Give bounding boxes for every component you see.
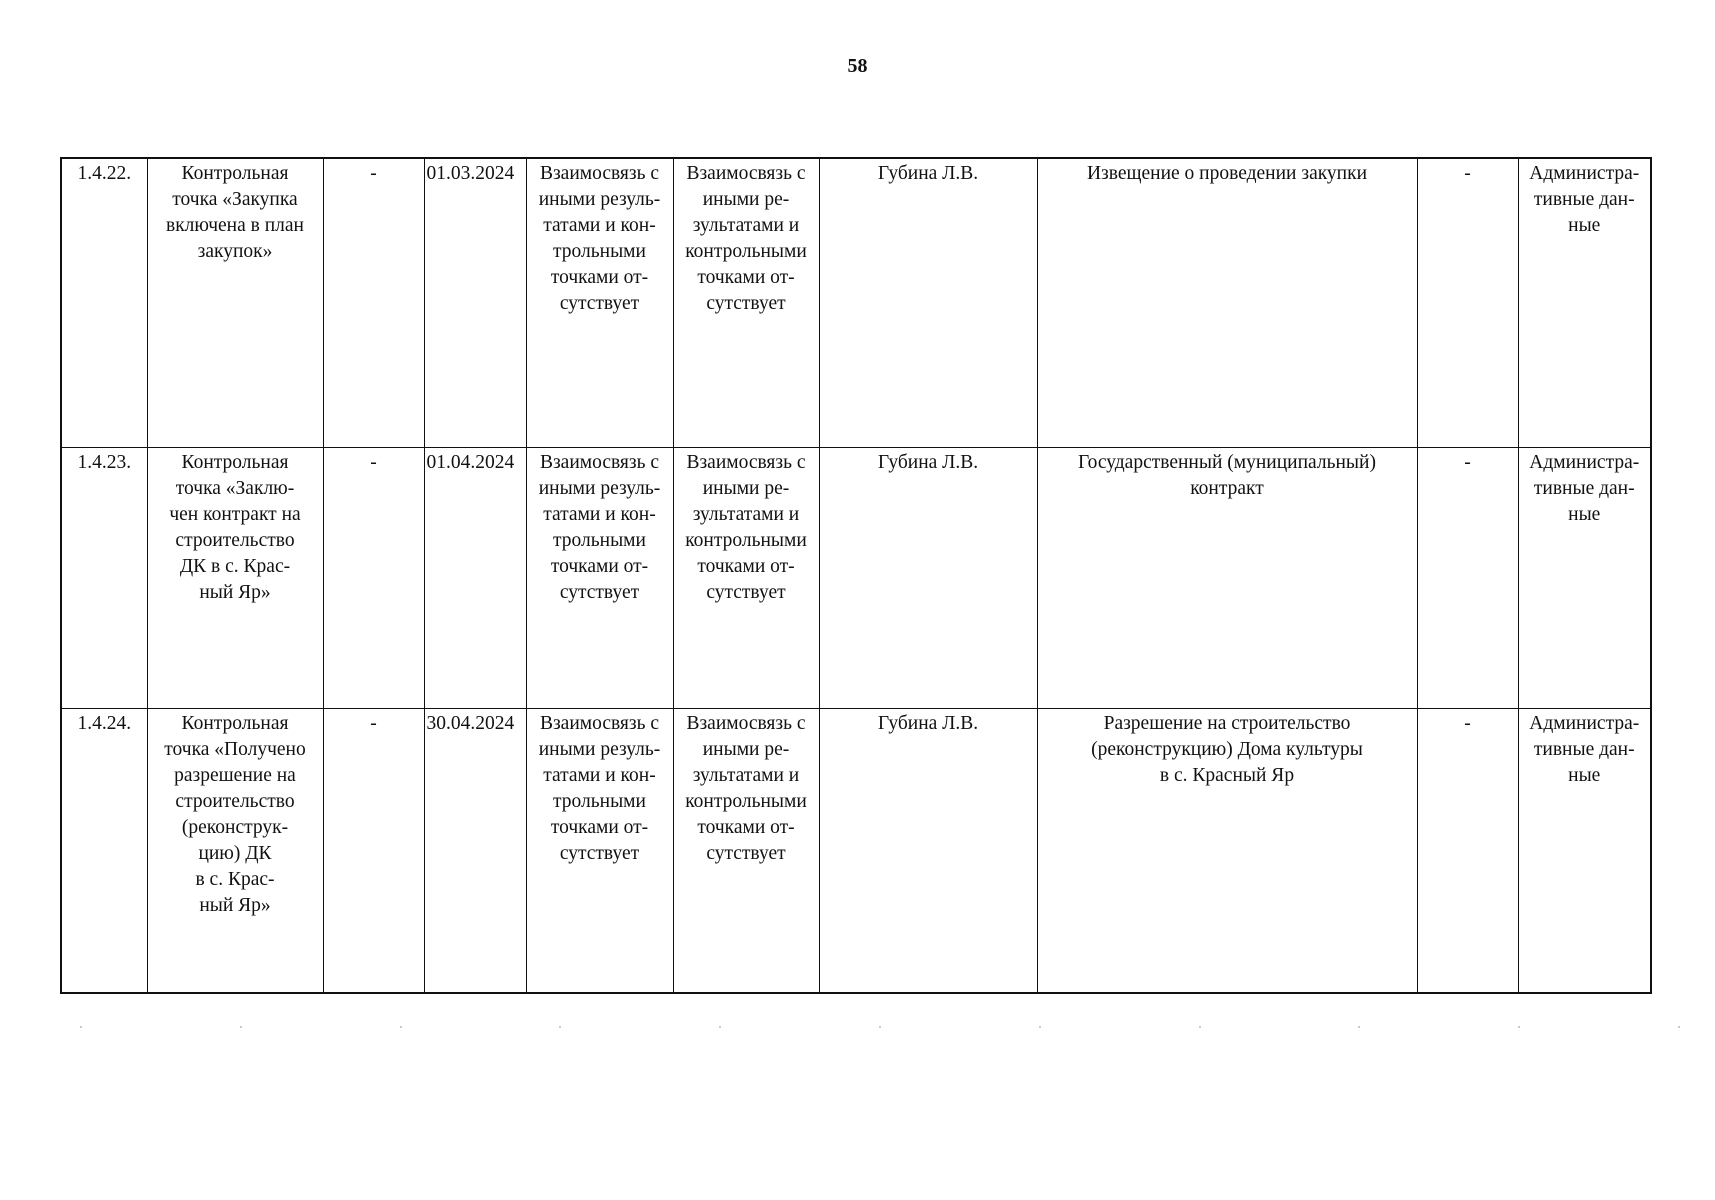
table-row [61, 448, 1651, 709]
page-number: 58 [847, 55, 868, 77]
dash-cell: - [1417, 448, 1518, 709]
date-cell: 01.04.2024 [424, 448, 526, 709]
speck [1039, 1026, 1041, 1028]
source-cell: Администра- тивные дан- ные [1518, 709, 1651, 994]
dash-cell: - [323, 158, 424, 448]
dash-cell: - [323, 448, 424, 709]
control-point-name: Контрольная точка «Закупка включена в план закупок» [147, 158, 323, 448]
row-number: 1.4.24. [61, 709, 147, 994]
table-row [61, 158, 1651, 448]
scan-specks [80, 1026, 1680, 1030]
document-cell: Государственный (муниципальный) контракт [1037, 448, 1417, 709]
control-points-table [60, 157, 1652, 994]
dash-cell: - [1417, 158, 1518, 448]
relation-cell: Взаимосвязь с иными ре- зультатами и контрольными точками от- сутствует [673, 158, 819, 448]
responsible-cell: Губина Л.В. [819, 158, 1037, 448]
responsible-cell: Губина Л.В. [819, 448, 1037, 709]
control-point-name: Контрольная точка «Заклю- чен контракт на строительство ДК в с. Крас- ный Яр» [147, 448, 323, 709]
relation-cell: Взаимосвязь с иными резуль- татами и кон- трольными точками от- сутствует [526, 448, 673, 709]
date-cell: 01.03.2024 [424, 158, 526, 448]
document-cell: Разрешение на строительство (реконструкцию) Дома культуры в с. Красный Яр [1037, 709, 1417, 994]
relation-cell: Взаимосвязь с иными резуль- татами и кон- трольными точками от- сутствует [526, 158, 673, 448]
source-cell: Администра- тивные дан- ные [1518, 448, 1651, 709]
speck [719, 1026, 721, 1028]
speck [240, 1026, 242, 1028]
date-cell: 30.04.2024 [424, 709, 526, 994]
speck [80, 1026, 82, 1028]
relation-cell: Взаимосвязь с иными резуль- татами и кон- трольными точками от- сутствует [526, 709, 673, 994]
dash-cell: - [323, 709, 424, 994]
relation-cell: Взаимосвязь с иными ре- зультатами и контрольными точками от- сутствует [673, 448, 819, 709]
relation-cell: Взаимосвязь с иными ре- зультатами и контрольными точками от- сутствует [673, 709, 819, 994]
speck [1678, 1026, 1680, 1028]
speck [400, 1026, 402, 1028]
source-cell: Администра- тивные дан- ные [1518, 158, 1651, 448]
speck [1518, 1026, 1520, 1028]
dash-cell: - [1417, 709, 1518, 994]
document-cell: Извещение о проведении закупки [1037, 158, 1417, 448]
row-number: 1.4.22. [61, 158, 147, 448]
responsible-cell: Губина Л.В. [819, 709, 1037, 994]
speck [1199, 1026, 1201, 1028]
row-number: 1.4.23. [61, 448, 147, 709]
table-row [61, 709, 1651, 994]
control-point-name: Контрольная точка «Получено разрешение на строительство (реконструк- цию) ДК в с. Крас- ный Яр» [147, 709, 323, 994]
speck [879, 1026, 881, 1028]
speck [1358, 1026, 1360, 1028]
speck [559, 1026, 561, 1028]
